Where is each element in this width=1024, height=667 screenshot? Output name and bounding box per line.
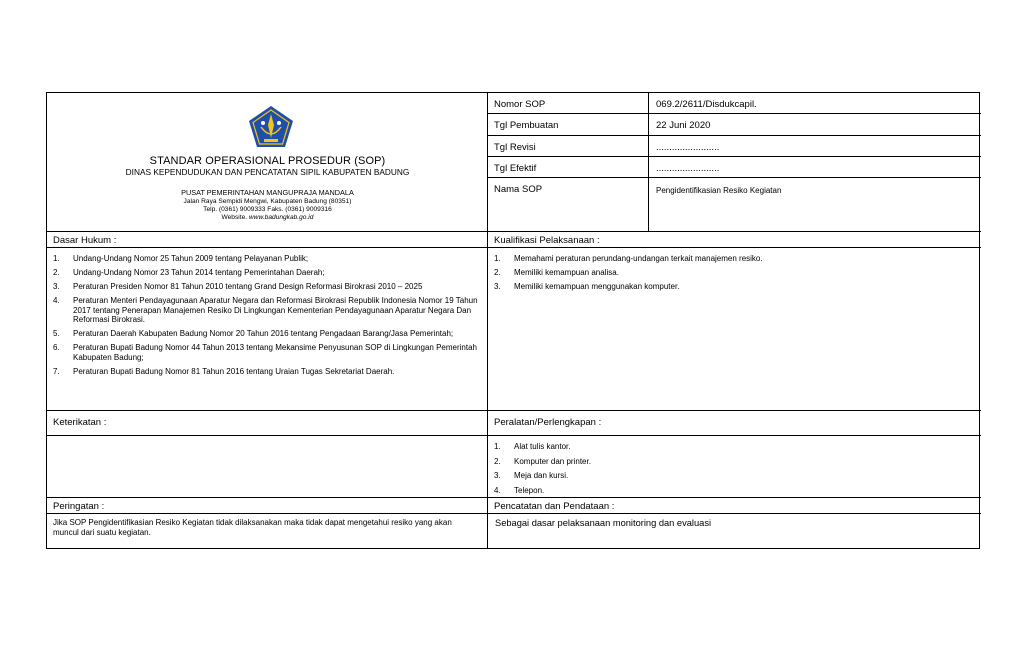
kualifikasi-list <box>488 254 981 292</box>
list-item: 2. Komputer dan printer. <box>494 456 591 466</box>
dasar-hukum-heading: Dasar Hukum : <box>47 232 488 248</box>
website-line <box>47 214 488 222</box>
tgl-efektif-value: ........................ <box>649 157 981 178</box>
nomor-sop-label: Nomor SOP <box>488 93 649 114</box>
sop-document <box>46 92 980 549</box>
sop-header <box>47 93 488 232</box>
phone-line: Telp. (0361) 9009333 Faks. (0361) 9009316 <box>203 206 332 214</box>
sop-title: STANDAR OPERASIONAL PROSEDUR (SOP) <box>149 155 386 167</box>
list-item: 4. Peraturan Menteri Pendayagunaan Aparatur Negara dan Reformasi Birokrasi Republik Indonesia Nomor 19 Tahun 2017 tentang Penerapan Manajemen Resiko Di Lingkungan Kementerian Pendayagunaan Aparatur Negara Dan Reformasi Birokrasi. <box>53 295 478 325</box>
pencatatan-text: Sebagai dasar pelaksanaan monitoring dan evaluasi <box>495 518 712 528</box>
tgl-revisi-label: Tgl Revisi <box>488 136 649 157</box>
keterikatan-body <box>47 436 488 498</box>
office-name: PUSAT PEMERINTAHAN MANGUPRAJA MANDALA <box>181 188 354 197</box>
nama-sop-value: Pengidentifikasian Resiko Kegiatan <box>649 178 981 232</box>
peralatan-list <box>488 442 981 495</box>
kualifikasi-body <box>488 248 981 411</box>
list-item: 7. Peraturan Bupati Badung Nomor 81 Tahun 2016 tentang Uraian Tugas Sekretariat Daerah. <box>53 366 395 376</box>
office-address <box>47 198 488 223</box>
website-label: Website. <box>221 214 248 222</box>
pencatatan-heading: Pencatatan dan Pendataan : <box>488 498 981 514</box>
nama-sop-label: Nama SOP <box>488 178 649 232</box>
list-item: 6. Peraturan Bupati Badung Nomor 44 Tahun 2013 tentang Mekansime Penyusunan SOP di Lingkungan Pemerintah Kabupaten Badung; <box>53 343 477 362</box>
badung-regency-emblem-icon <box>247 105 295 149</box>
list-item: 5. Peraturan Daerah Kabupaten Badung Nomor 20 Tahun 2016 tentang Pengadaan Barang/Jasa Pemerintah; <box>53 329 454 339</box>
tgl-pembuatan-value: 22 Juni 2020 <box>649 114 981 136</box>
tgl-efektif-label: Tgl Efektif <box>488 157 649 178</box>
list-item: 2. Undang-Undang Nomor 23 Tahun 2014 tentang Pemerintahan Daerah; <box>53 267 325 277</box>
peringatan-heading: Peringatan : <box>47 498 488 514</box>
list-item: 3. Peraturan Presiden Nomor 81 Tahun 2010 tentang Grand Design Reformasi Birokrasi 2010 – 2025 <box>53 281 423 291</box>
agency-name: DINAS KEPENDUDUKAN DAN PENCATATAN SIPIL KABUPATEN BADUNG <box>125 167 410 177</box>
list-item: 1. Alat tulis kantor. <box>494 442 571 451</box>
dasar-hukum-list <box>47 254 487 376</box>
tgl-pembuatan-label: Tgl Pembuatan <box>488 114 649 136</box>
list-item: 1. Undang-Undang Nomor 25 Tahun 2009 tentang Pelayanan Publik; <box>53 254 309 263</box>
peralatan-body <box>488 436 981 498</box>
list-item: 3. Meja dan kursi. <box>494 471 569 481</box>
list-item: 1. Memahami peraturan perundang-undangan terkait manajemen resiko. <box>494 254 763 263</box>
dasar-hukum-body <box>47 248 488 411</box>
list-item: 4. Telepon. <box>494 485 545 495</box>
website-link[interactable]: www.badungkab.go.id <box>248 214 314 222</box>
address-line: Jalan Raya Sempidi Mengwi, Kabupaten Badung (80351) <box>183 198 352 205</box>
kualifikasi-heading: Kualifikasi Pelaksanaan : <box>488 232 981 248</box>
peringatan-text: Jika SOP Pengidentifikasian Resiko Kegiatan tidak dilaksanakan maka tidak dapat mengetahui resiko yang akan muncul dari suatu kegiatan. <box>47 514 488 549</box>
tgl-revisi-value: ........................ <box>649 136 981 157</box>
keterikatan-heading: Keterikatan : <box>47 411 488 436</box>
nomor-sop-value: 069.2/2611/Disdukcapil. <box>649 93 981 114</box>
list-item: 3. Memiliki kemampuan menggunakan komputer. <box>494 281 680 291</box>
list-item: 2. Memiliki kemampuan analisa. <box>494 267 619 277</box>
peralatan-heading: Peralatan/Perlengkapan : <box>488 411 981 436</box>
